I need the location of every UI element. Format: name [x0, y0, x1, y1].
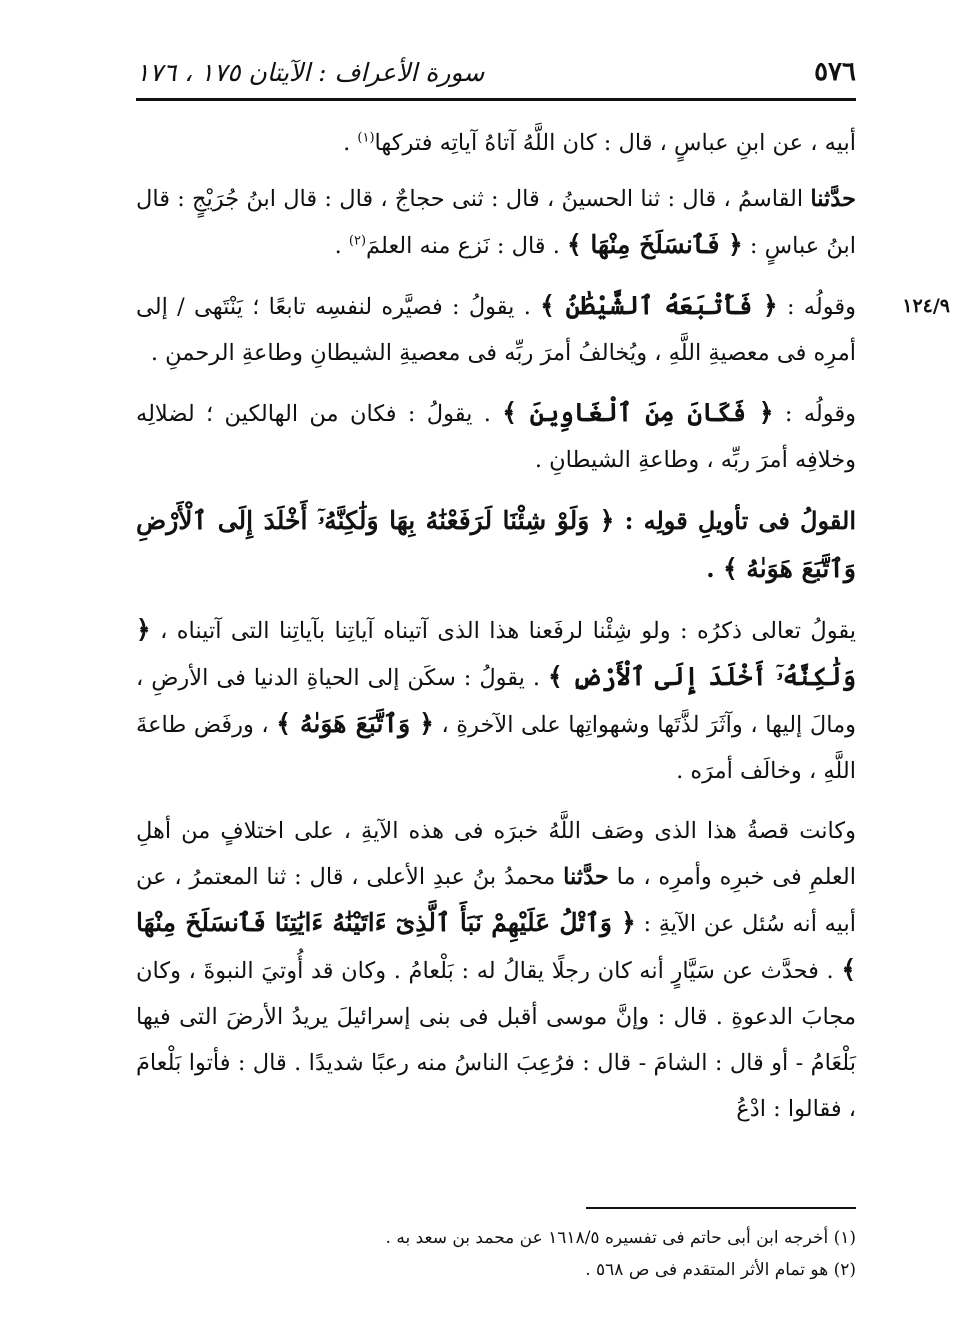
header-title: سورة الأعراف : الآيتان ١٧٥ ، ١٧٦	[136, 57, 485, 87]
page-number: ٥٧٦	[814, 57, 856, 87]
margin-reference: ١٢٤/٩	[902, 295, 950, 317]
paragraph-1	[136, 120, 856, 166]
footnote-marker-1: (١)	[357, 130, 375, 146]
text: . يقولُ : سكَن إلى الحياةِ الدنيا فى الأرضِ ، ومالَ إليها ، وآثَرَ لذَّتَها وشهواتِها على الآخرةِ ،	[136, 665, 856, 738]
text: . فحدَّث عن سَيَّارٍ أنه كان رجلًا يقالُ له : بَلْعامُ . وكان قد أُوتيَ النبوةَ ، وكان مجابَ الدعوةِ . قال : وإنَّ موسى أقبل فى بنى إسرائيلَ يريدُ الأرضَ التى فيها بَلْعَامُ - أو قال : الشامَ - قال : فرُعِبَ الناسُ منه رعبًا شديدًا . قال : فأتوا بَلْعامَ ، فقالوا : ادْعُ	[136, 958, 856, 1122]
footnote-marker-2: (٢)	[348, 233, 367, 249]
quran-quote: ﴿ فَكَانَ مِنَ ٱلْغَاوِينَ ﴾	[502, 398, 774, 427]
text: يقولُ تعالى ذكرُه : ولو شِئْنا لرفَعنا هذا الذى آتيناه آياتِنا بآياتِنا التى آتيناه ،	[150, 618, 856, 644]
text: .	[706, 554, 723, 583]
header-divider	[136, 98, 856, 101]
main-text	[136, 120, 950, 1146]
footnote-1: (١) أخرجه ابن أبى حاتم فى تفسيره ١٦١٨/٥ عن محمد بن سعد به .	[385, 1228, 856, 1248]
quran-quote: ﴿ وَٱتْلُ عَلَيْهِمْ نَبَأَ ٱلَّذِىٓ ءَاتَيْنَٰهُ ءَايَٰتِنَا فَٱنسَلَخَ مِنْهَا ﴾	[136, 908, 856, 984]
text: القاسمُ ، قال : ثنا الحسينُ ، قال : ثنى حجاجٌ ، قال : قال ابنُ جُرَيْجٍ : قال ابنُ عباسٍ :	[136, 186, 856, 259]
text: .	[343, 130, 358, 156]
text: . قال : نَزع منه العلمَ	[366, 233, 568, 259]
text: . يقولُ : فصيَّره لنفسِه تابعًا ؛ يَنْتَهى / إلى أمرِه فى معصيةِ اللَّهِ ، ويُخالفُ أمرَ ربِّه فى معصيةِ الشيطانِ وطاعةِ الرحمنِ .	[136, 294, 856, 366]
quran-quote: ﴿ وَلَٰكِنَّهُۥٓ أَخْلَدَ إِلَى ٱلْأَرْضِ ﴾	[136, 615, 856, 691]
paragraph-6	[136, 808, 856, 1132]
paragraph-2	[136, 176, 856, 269]
paragraph-4	[136, 390, 856, 483]
heading-lead: القولُ فى تأويلِ قولِه :	[614, 506, 856, 535]
hadith-lead: حدَّثنا	[563, 864, 609, 890]
footnote-divider	[586, 1207, 856, 1209]
quran-quote: ﴿ فَأَتْبَعَهُ ٱلشَّيْطَٰنُ ﴾	[540, 291, 778, 320]
text: أبيه ، عن ابنِ عباسٍ ، قال : كان اللَّهُ آتاهُ آياتِه فتركها	[374, 130, 856, 156]
text: . يقولُ : فكان من الهالكين ؛ لضلالِه وخلافِه أمرَ ربِّه ، وطاعةِ الشيطانِ .	[136, 401, 856, 473]
text: .	[334, 233, 349, 259]
text: وكانت قصةُ هذا الذى وصَف اللَّهُ خبرَه فى هذه الآيةِ ، على اختلافٍ من أهلِ العلمِ فى خبرِه وأمرِه ، ما	[136, 818, 856, 890]
quran-quote: ﴿ وَٱتَّبَعَ هَوَىٰهُ ﴾	[276, 709, 434, 738]
text: وقولُه :	[777, 294, 856, 320]
running-header	[136, 46, 856, 98]
section-heading	[136, 497, 856, 593]
text: وقولُه :	[773, 401, 856, 427]
hadith-lead: حدَّثنا	[810, 186, 856, 212]
footnote-2: (٢) هو تمام الأثر المتقدم فى ص ٥٦٨ .	[585, 1260, 856, 1280]
quran-quote: ﴿ فَٱنسَلَخَ مِنْهَا ﴾	[567, 230, 743, 259]
text: ، ورفَض طاعةَ اللَّهِ ، وخالَف أمرَه .	[136, 712, 856, 784]
paragraph-5	[136, 607, 856, 794]
text: محمدُ بنُ عبدِ الأعلى ، قال : ثنا المعتمرُ ، عن أبيه أنه سُئل عن الآيةِ :	[136, 864, 856, 937]
quran-quote: ﴿ وَلَوْ شِئْنَا لَرَفَعْنَٰهُ بِهَا وَلَٰكِنَّهُۥٓ أَخْلَدَ إِلَى ٱلْأَرْضِ وَٱتَّبَعَ هَوَىٰهُ ﴾	[136, 506, 856, 583]
paragraph-3	[136, 283, 950, 376]
footnotes	[136, 1222, 856, 1286]
